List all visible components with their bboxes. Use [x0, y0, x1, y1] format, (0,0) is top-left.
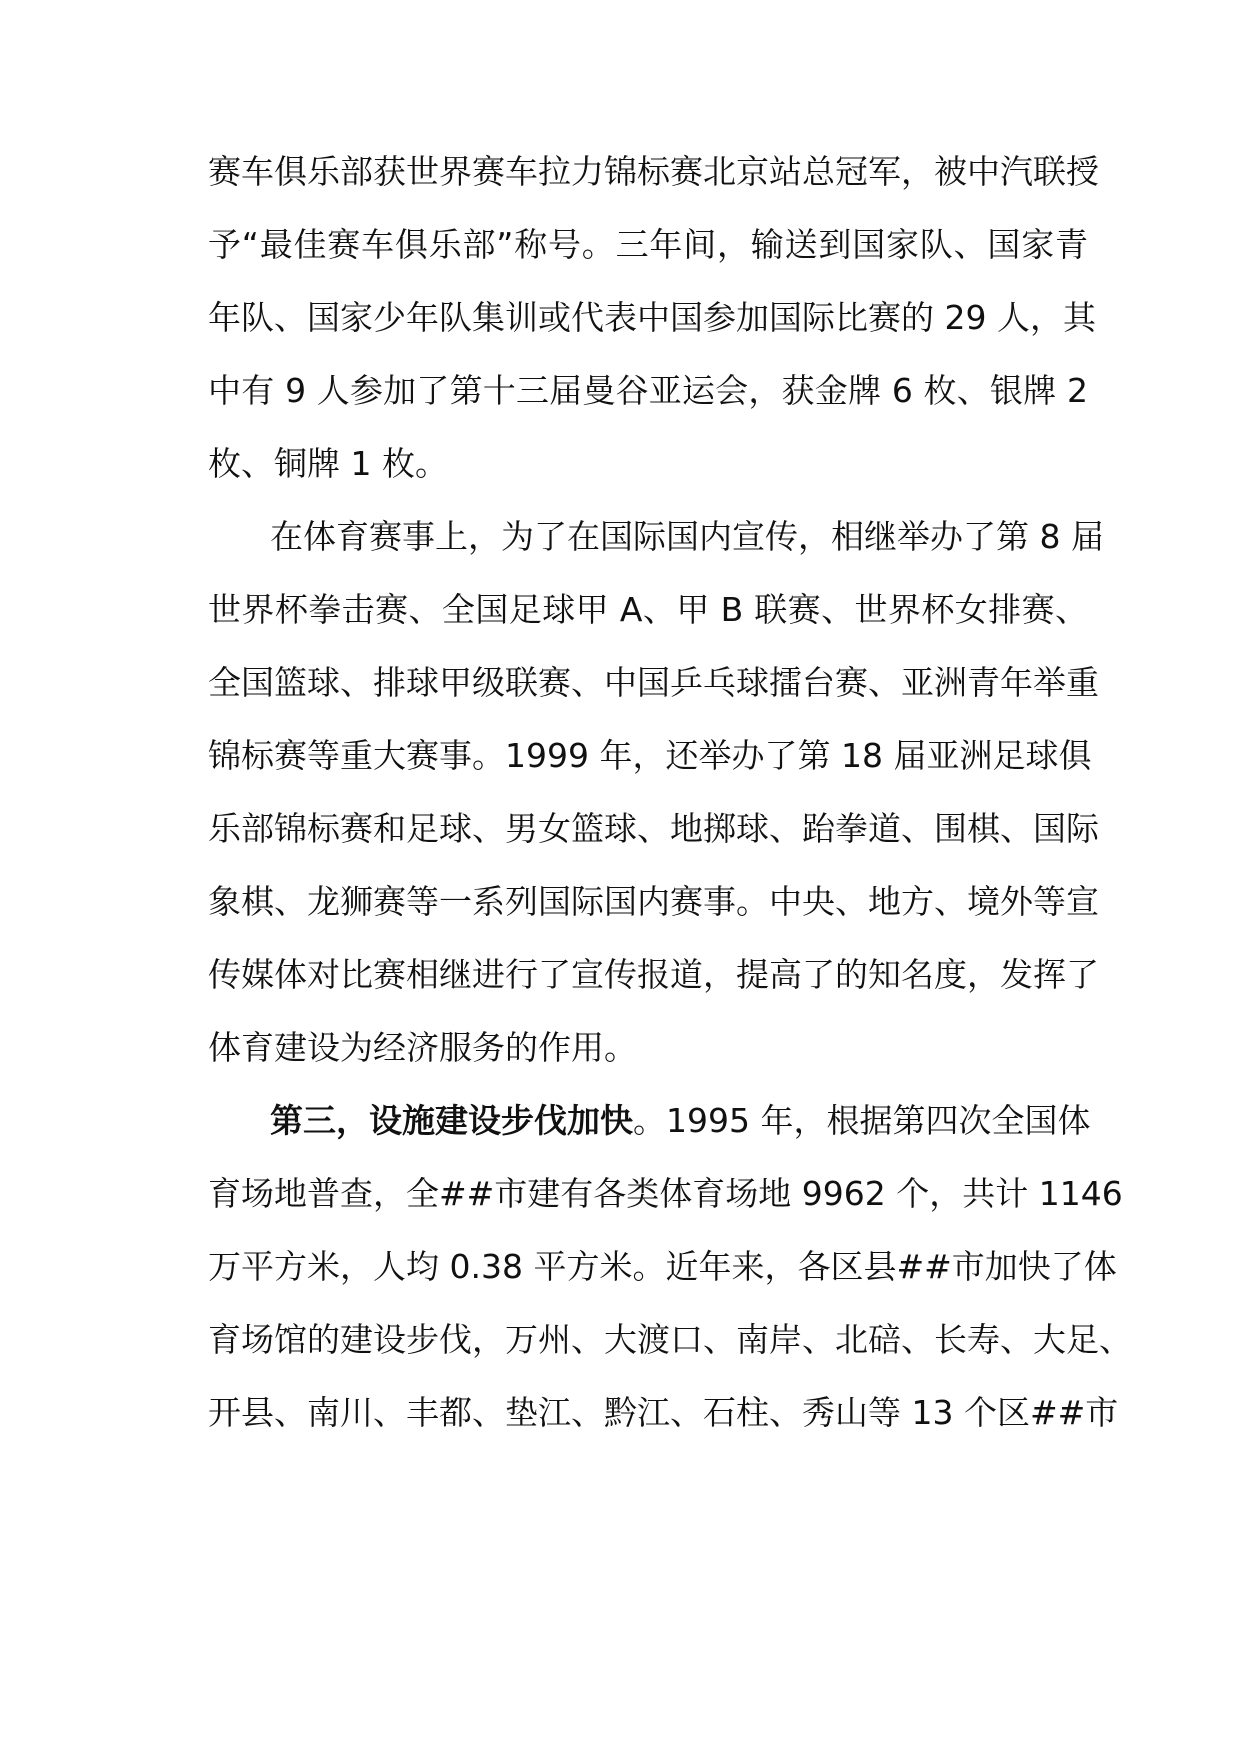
- paragraph-line: 锦标赛等重大赛事。1999 年，还举办了第 18 届亚洲足球俱: [208, 736, 1092, 775]
- section-heading-line: [270, 1099, 1091, 1143]
- paragraph-line: 万平方米，人均 0.38 平方米。近年来，各区县##市加快了体: [208, 1247, 1117, 1286]
- paragraph-line: 乐部锦标赛和足球、男女篮球、地掷球、跆拳道、围棋、国际: [208, 809, 1099, 848]
- paragraph-line: 全国篮球、排球甲级联赛、中国乒乓球擂台赛、亚洲青年举重: [208, 663, 1099, 702]
- paragraph-line: 传媒体对比赛相继进行了宣传报道，提高了的知名度，发挥了: [208, 955, 1099, 994]
- paragraph-line: 枚、铜牌 1 枚。: [208, 444, 448, 483]
- paragraph-line: 象棋、龙狮赛等一系列国际国内赛事。中央、地方、境外等宣: [208, 882, 1099, 921]
- paragraph-line: 中有 9 人参加了第十三届曼谷亚运会，获金牌 6 枚、银牌 2: [208, 371, 1088, 410]
- paragraph-line: 体育建设为经济服务的作用。: [208, 1028, 637, 1067]
- paragraph-line: 育场馆的建设步伐，万州、大渡口、南岸、北碚、长寿、大足、: [208, 1320, 1132, 1359]
- paragraph-line: 年队、国家少年队集训或代表中国参加国际比赛的 29 人，其: [208, 298, 1096, 337]
- paragraph-line: 开县、南川、丰都、垫江、黔江、石柱、秀山等 13 个区##市: [208, 1393, 1119, 1432]
- section-heading-rest: 。1995 年，根据第四次全国体: [633, 1101, 1091, 1140]
- paragraph-line: 在体育赛事上，为了在国际国内宣传，相继举办了第 8 届: [270, 517, 1104, 556]
- section-heading: 第三，设施建设步伐加快: [270, 1101, 633, 1140]
- paragraph-line: 世界杯拳击赛、全国足球甲 A、甲 B 联赛、世界杯女排赛、: [208, 590, 1088, 629]
- paragraph-line: 育场地普查，全##市建有各类体育场地 9962 个，共计 1146: [208, 1174, 1123, 1213]
- paragraph-line: 赛车俱乐部获世界赛车拉力锦标赛北京站总冠军，被中汽联授: [208, 152, 1099, 191]
- paragraph-line: 予“最佳赛车俱乐部”称号。三年间，输送到国家队、国家青: [208, 225, 1088, 264]
